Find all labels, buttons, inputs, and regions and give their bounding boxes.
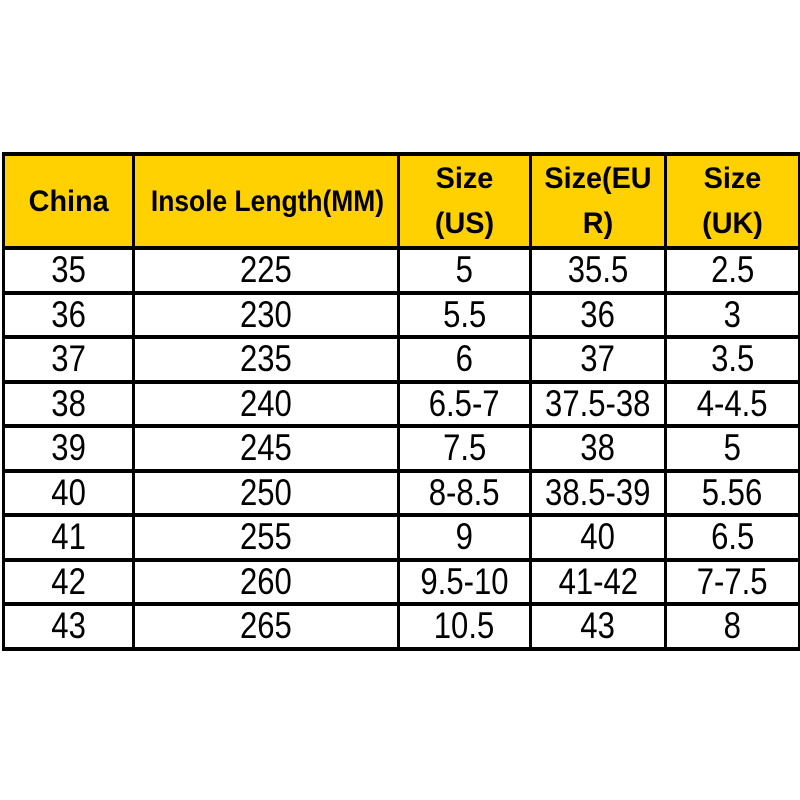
cell-size-uk	[666, 337, 800, 382]
cell-china	[4, 382, 134, 427]
cell-china	[4, 604, 134, 649]
cell-value: 38.5-39	[545, 471, 651, 513]
cell-value: 8-8.5	[429, 471, 500, 513]
cell-value: 7.5	[442, 427, 487, 469]
cell-size-uk	[666, 515, 800, 560]
cell-insole-length	[134, 337, 399, 382]
cell-value: 42	[51, 560, 86, 602]
cell-value: 43	[580, 605, 616, 647]
cell-value: 35.5	[567, 249, 629, 291]
col-header-size-uk-label: Size (UK)	[702, 162, 763, 240]
cell-value: 225	[240, 249, 292, 291]
cell-value: 6.5-7	[429, 382, 500, 424]
cell-size-us	[399, 604, 531, 649]
cell-size-us	[399, 337, 531, 382]
cell-value: 38	[580, 427, 616, 469]
cell-size-uk	[666, 560, 800, 605]
col-header-size-uk	[666, 154, 800, 248]
cell-value: 7-7.5	[697, 560, 768, 602]
cell-value: 10.5	[434, 605, 495, 647]
cell-value: 4-4.5	[697, 382, 768, 424]
cell-value: 9.5-10	[420, 560, 509, 602]
cell-value: 235	[240, 338, 292, 380]
col-header-size-eur-label: Size(EU R)	[544, 162, 652, 240]
cell-china	[4, 337, 134, 382]
cell-china	[4, 471, 134, 516]
cell-size-eur	[531, 471, 666, 516]
cell-value: 3.5	[710, 338, 755, 380]
cell-value: 6	[455, 338, 474, 380]
cell-size-eur	[531, 382, 666, 427]
cell-value: 6.5	[710, 516, 755, 558]
header-row	[4, 154, 800, 248]
cell-value: 8	[723, 605, 742, 647]
cell-size-eur	[531, 337, 666, 382]
table-row	[4, 515, 800, 560]
cell-size-eur	[531, 604, 666, 649]
cell-value: 37.5-38	[545, 382, 651, 424]
cell-size-us	[399, 471, 531, 516]
col-header-size-eur	[531, 154, 666, 248]
col-header-size-us-label: Size (US)	[434, 162, 495, 240]
cell-value: 40	[580, 516, 616, 558]
cell-size-uk	[666, 426, 800, 471]
cell-value: 5.5	[442, 293, 487, 335]
table-row	[4, 382, 800, 427]
col-header-size-us	[399, 154, 531, 248]
table-row	[4, 604, 800, 649]
cell-insole-length	[134, 426, 399, 471]
cell-insole-length	[134, 248, 399, 293]
cell-size-eur	[531, 293, 666, 338]
cell-value: 9	[455, 516, 474, 558]
table-row	[4, 560, 800, 605]
col-header-insole-length-label: Insole Length(MM)	[150, 184, 385, 218]
cell-value: 41	[51, 516, 86, 558]
col-header-insole-length	[134, 154, 399, 248]
cell-china	[4, 560, 134, 605]
cell-size-eur	[531, 515, 666, 560]
cell-value: 5	[723, 427, 742, 469]
cell-insole-length	[134, 560, 399, 605]
cell-value: 5.56	[702, 471, 763, 513]
cell-value: 2.5	[710, 249, 755, 291]
cell-value: 5	[455, 249, 474, 291]
cell-size-us	[399, 382, 531, 427]
col-header-china	[4, 154, 134, 248]
cell-insole-length	[134, 515, 399, 560]
cell-insole-length	[134, 293, 399, 338]
cell-size-eur	[531, 248, 666, 293]
cell-value: 37	[580, 338, 616, 380]
cell-value: 37	[51, 338, 86, 380]
cell-insole-length	[134, 382, 399, 427]
cell-insole-length	[134, 471, 399, 516]
table-row	[4, 337, 800, 382]
cell-value: 38	[51, 382, 86, 424]
cell-size-us	[399, 426, 531, 471]
cell-value: 3	[723, 293, 742, 335]
cell-value: 245	[240, 427, 292, 469]
cell-value: 41-42	[558, 560, 638, 602]
cell-value: 39	[51, 427, 86, 469]
cell-value: 255	[240, 516, 292, 558]
cell-size-uk	[666, 471, 800, 516]
cell-value: 40	[51, 471, 86, 513]
shoe-size-chart-table	[2, 152, 800, 651]
cell-value: 36	[51, 293, 86, 335]
cell-value: 250	[240, 471, 292, 513]
cell-size-uk	[666, 293, 800, 338]
table-row	[4, 471, 800, 516]
cell-size-us	[399, 515, 531, 560]
cell-china	[4, 426, 134, 471]
col-header-china-label: China	[28, 184, 109, 218]
cell-value: 230	[240, 293, 292, 335]
cell-size-eur	[531, 560, 666, 605]
cell-size-uk	[666, 604, 800, 649]
cell-value: 35	[51, 249, 86, 291]
cell-size-us	[399, 560, 531, 605]
cell-value: 43	[51, 605, 86, 647]
cell-china	[4, 293, 134, 338]
cell-china	[4, 515, 134, 560]
cell-value: 260	[240, 560, 292, 602]
cell-value: 265	[240, 605, 292, 647]
table-row	[4, 248, 800, 293]
cell-value: 36	[580, 293, 616, 335]
cell-size-us	[399, 248, 531, 293]
cell-insole-length	[134, 604, 399, 649]
cell-china	[4, 248, 134, 293]
cell-value: 240	[240, 382, 292, 424]
cell-size-uk	[666, 248, 800, 293]
cell-size-eur	[531, 426, 666, 471]
cell-size-uk	[666, 382, 800, 427]
cell-size-us	[399, 293, 531, 338]
table-row	[4, 426, 800, 471]
table-row	[4, 293, 800, 338]
